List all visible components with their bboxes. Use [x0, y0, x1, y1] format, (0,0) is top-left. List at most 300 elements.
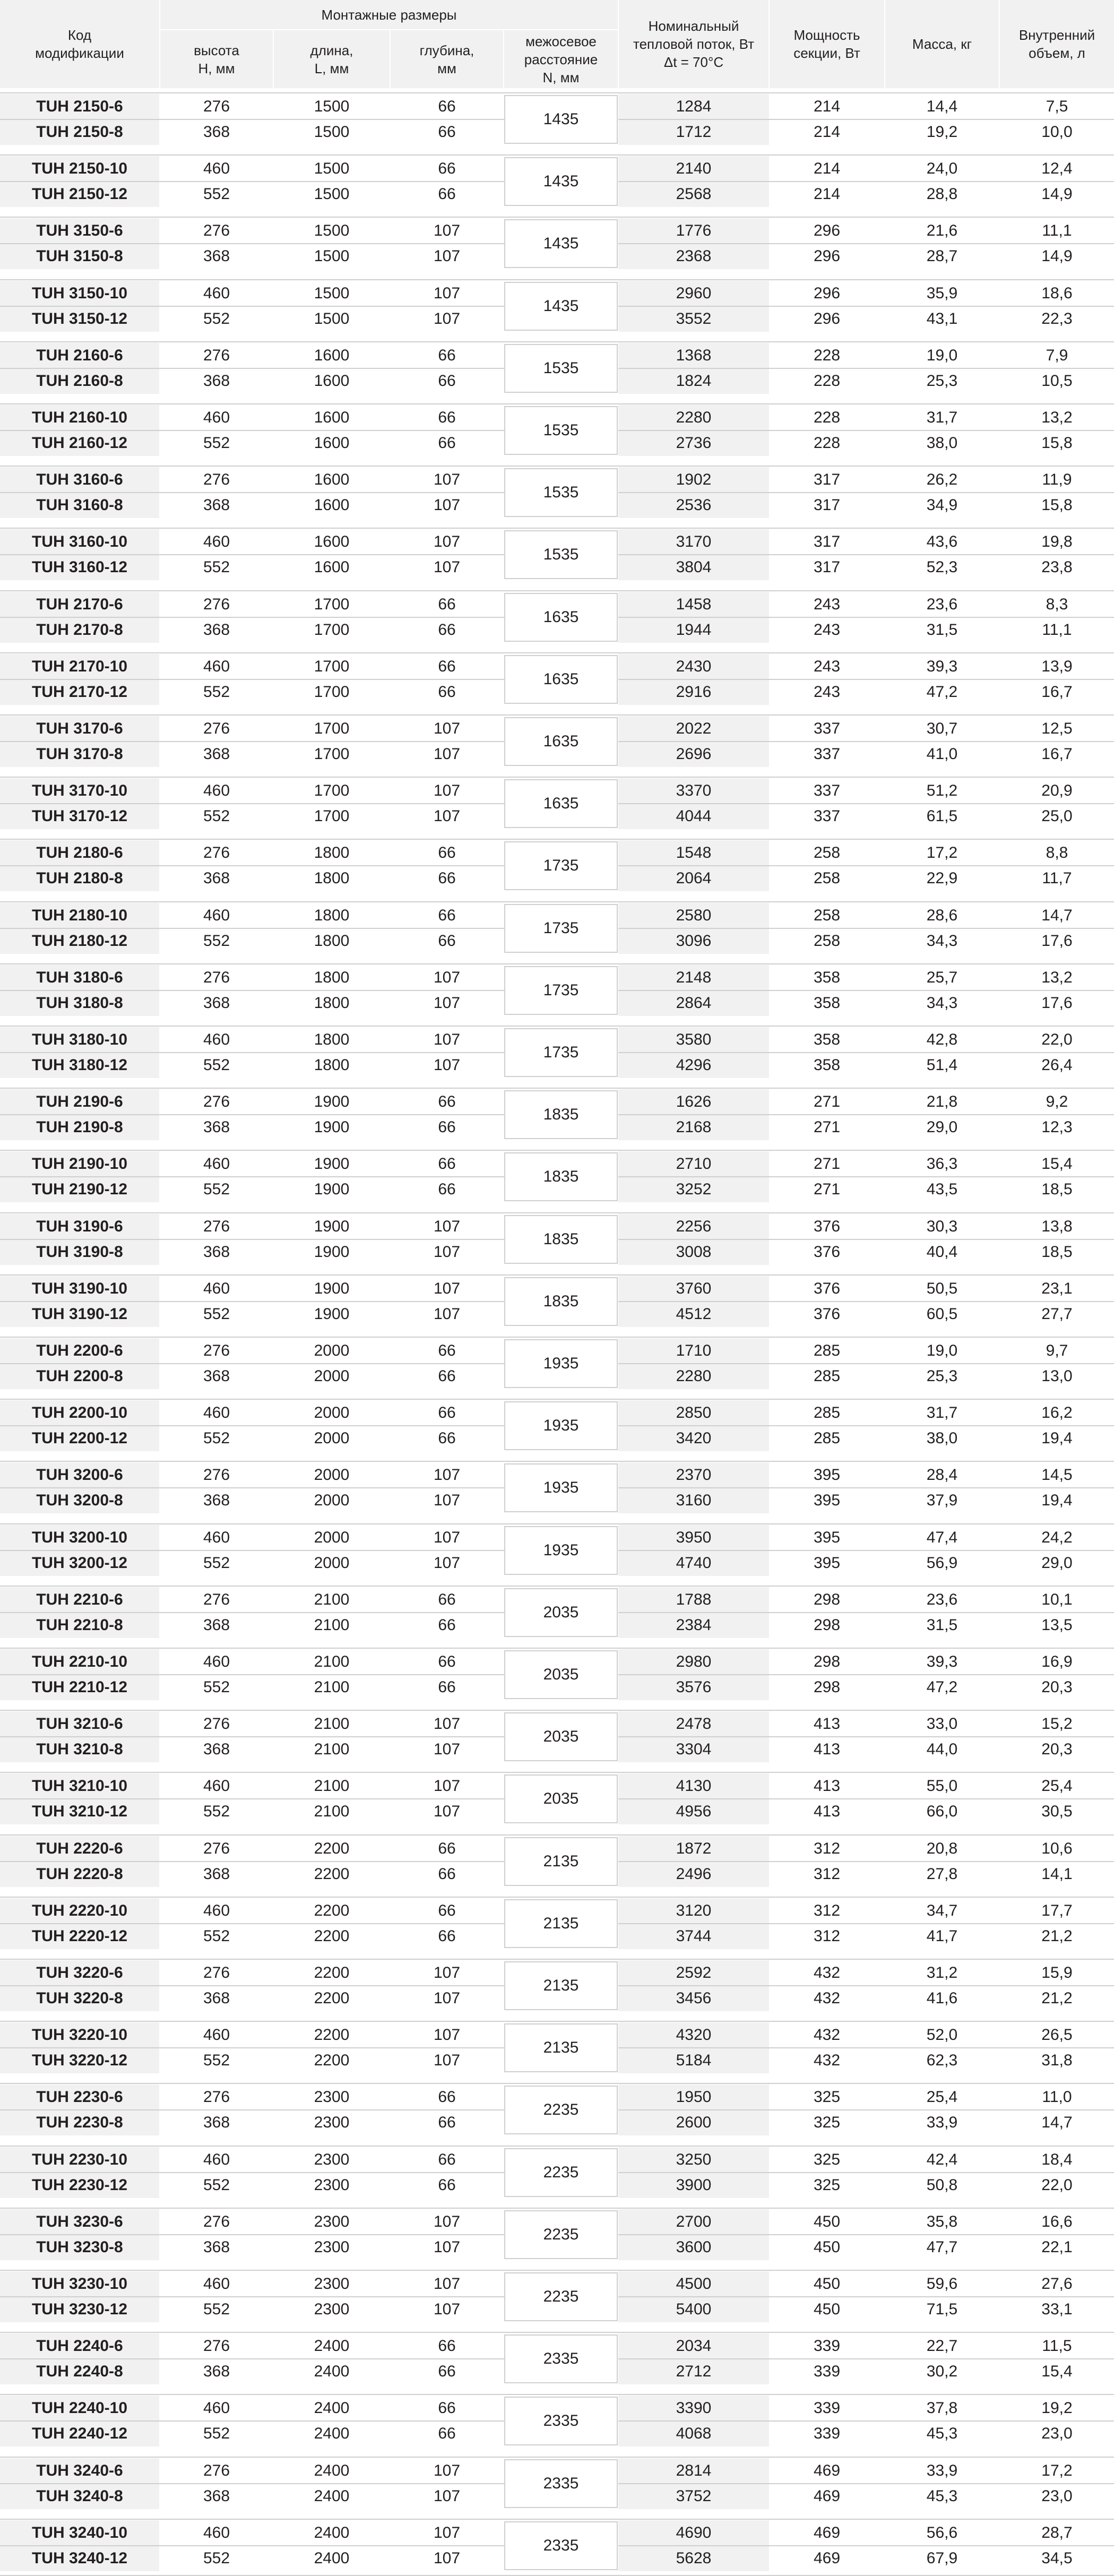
- volume-cell: 17,7: [1041, 1901, 1073, 1919]
- length-cell: 2100: [314, 1741, 350, 1759]
- mass-cell: 17,2: [926, 844, 958, 862]
- row-separator: [0, 92, 1114, 93]
- axis-spacing-cell: 2035: [504, 1712, 618, 1761]
- model-code: TUH 2180-10: [31, 906, 128, 924]
- depth-cell: 107: [433, 1217, 461, 1235]
- axis-spacing-cell: 1935: [504, 1401, 618, 1450]
- volume-cell: 8,3: [1046, 595, 1068, 613]
- model-code: TUH 3200-12: [31, 1554, 128, 1572]
- height-cell: 368: [203, 1367, 230, 1385]
- mass-cell: 25,3: [926, 372, 958, 390]
- volume-cell: 19,4: [1041, 1429, 1073, 1448]
- mass-cell: 67,9: [926, 2549, 958, 2567]
- row-separator: [0, 2208, 1114, 2209]
- mass-cell: 24,0: [926, 160, 958, 178]
- depth-cell: 66: [438, 1181, 456, 1199]
- depth-cell: 66: [438, 683, 456, 701]
- height-cell: 276: [203, 720, 230, 737]
- depth-cell: 66: [438, 434, 456, 452]
- model-code: TUH 2160-8: [36, 372, 123, 390]
- length-cell: 1800: [314, 844, 350, 862]
- section-power-cell: 450: [813, 2301, 841, 2318]
- row-separator: [0, 901, 1114, 902]
- model-code: TUH 3240-10: [31, 2523, 128, 2541]
- height-cell: 552: [203, 932, 230, 950]
- height-cell: 276: [203, 1342, 230, 1359]
- length-cell: 1600: [314, 558, 350, 576]
- length-cell: 1800: [314, 968, 350, 986]
- volume-cell: 11,0: [1042, 2088, 1072, 2106]
- height-cell: 276: [203, 595, 230, 613]
- length-cell: 2300: [314, 2212, 350, 2230]
- model-code: TUH 3180-8: [36, 994, 123, 1012]
- length-cell: 1500: [314, 309, 350, 328]
- height-cell: 276: [203, 2461, 230, 2479]
- header-axis-spacing: межосевое расстояние N, мм: [504, 30, 618, 88]
- heat-flow-cell: 3950: [676, 1528, 712, 1546]
- section-power-cell: 243: [813, 595, 841, 613]
- axis-spacing-cell: 1635: [504, 655, 618, 704]
- mass-cell: 47,4: [926, 1528, 958, 1546]
- depth-cell: 66: [438, 372, 456, 390]
- heat-flow-cell: 1776: [676, 222, 712, 240]
- height-cell: 460: [203, 2026, 230, 2044]
- length-cell: 2100: [314, 1653, 350, 1670]
- heat-flow-cell: 3252: [676, 1181, 712, 1199]
- depth-cell: 107: [433, 1554, 461, 1572]
- depth-cell: 107: [433, 2052, 461, 2070]
- row-separator: [0, 2394, 1114, 2395]
- depth-cell: 107: [433, 994, 461, 1012]
- depth-cell: 66: [438, 1653, 456, 1670]
- length-cell: 1600: [314, 471, 350, 489]
- mass-cell: 35,8: [926, 2212, 958, 2230]
- height-cell: 552: [203, 309, 230, 328]
- axis-spacing-cell: 1635: [504, 779, 618, 828]
- model-code: TUH 2210-8: [36, 1616, 123, 1634]
- depth-cell: 107: [433, 1279, 461, 1297]
- axis-spacing-cell: 1535: [504, 530, 618, 579]
- height-cell: 368: [203, 2114, 230, 2132]
- section-power-cell: 296: [813, 309, 841, 328]
- depth-cell: 66: [438, 1590, 456, 1608]
- depth-cell: 66: [438, 1865, 456, 1883]
- height-cell: 552: [203, 807, 230, 825]
- depth-cell: 107: [433, 1741, 461, 1759]
- length-cell: 2300: [314, 2114, 350, 2132]
- length-cell: 1600: [314, 346, 350, 364]
- volume-cell: 11,5: [1042, 2337, 1072, 2355]
- mass-cell: 31,2: [926, 1964, 958, 1981]
- depth-cell: 107: [433, 782, 461, 800]
- height-cell: 276: [203, 968, 230, 986]
- section-power-cell: 325: [813, 2176, 841, 2194]
- length-cell: 1700: [314, 807, 350, 825]
- mass-cell: 42,8: [926, 1031, 958, 1048]
- heat-flow-cell: 2168: [676, 1118, 712, 1136]
- section-power-cell: 469: [813, 2461, 841, 2479]
- length-cell: 1600: [314, 533, 350, 551]
- height-cell: 276: [203, 1217, 230, 1235]
- mass-cell: 37,8: [926, 2399, 958, 2417]
- height-cell: 276: [203, 1590, 230, 1608]
- mass-cell: 43,5: [926, 1181, 958, 1199]
- length-cell: 2000: [314, 1429, 350, 1448]
- row-separator: [0, 1212, 1114, 1213]
- mass-cell: 50,8: [926, 2176, 958, 2194]
- heat-flow-cell: 3390: [676, 2399, 712, 2417]
- height-cell: 552: [203, 2549, 230, 2567]
- model-code: TUH 2180-8: [36, 869, 123, 888]
- height-cell: 368: [203, 745, 230, 763]
- mass-cell: 20,8: [926, 1839, 958, 1857]
- model-code: TUH 3240-8: [36, 2487, 123, 2505]
- length-cell: 2400: [314, 2425, 350, 2443]
- height-cell: 276: [203, 1964, 230, 1981]
- height-cell: 276: [203, 346, 230, 364]
- length-cell: 1500: [314, 185, 350, 203]
- depth-cell: 107: [433, 2238, 461, 2256]
- depth-cell: 66: [438, 409, 456, 426]
- section-power-cell: 450: [813, 2275, 841, 2293]
- section-power-cell: 243: [813, 683, 841, 701]
- model-code: TUH 3150-6: [36, 222, 123, 240]
- model-code: TUH 2220-8: [36, 1865, 123, 1883]
- height-cell: 552: [203, 1305, 230, 1323]
- heat-flow-cell: 4044: [676, 807, 712, 825]
- depth-cell: 107: [433, 1528, 461, 1546]
- section-power-cell: 413: [813, 1803, 841, 1821]
- mass-cell: 29,0: [926, 1118, 958, 1136]
- section-power-cell: 325: [813, 2088, 841, 2106]
- height-cell: 276: [203, 1093, 230, 1111]
- height-cell: 276: [203, 1466, 230, 1484]
- length-cell: 2400: [314, 2399, 350, 2417]
- section-power-cell: 317: [813, 558, 841, 576]
- section-power-cell: 271: [813, 1181, 841, 1199]
- volume-cell: 11,7: [1042, 869, 1072, 888]
- row-separator: [0, 590, 1114, 591]
- section-power-cell: 325: [813, 2114, 841, 2132]
- length-cell: 2400: [314, 2337, 350, 2355]
- depth-cell: 107: [433, 968, 461, 986]
- section-power-cell: 376: [813, 1243, 841, 1261]
- volume-cell: 31,8: [1041, 2052, 1073, 2070]
- depth-cell: 107: [433, 1777, 461, 1795]
- heat-flow-cell: 2568: [676, 185, 712, 203]
- volume-cell: 23,0: [1041, 2425, 1073, 2443]
- model-code: TUH 3160-8: [36, 496, 123, 514]
- mass-cell: 34,3: [926, 994, 958, 1012]
- model-code: TUH 3150-12: [31, 309, 128, 328]
- mass-cell: 41,6: [926, 1989, 958, 2007]
- model-code: TUH 2170-8: [36, 621, 123, 639]
- length-cell: 1800: [314, 1056, 350, 1074]
- mass-cell: 61,5: [926, 807, 958, 825]
- section-power-cell: 317: [813, 533, 841, 551]
- depth-cell: 66: [438, 657, 456, 675]
- section-power-cell: 214: [813, 98, 841, 115]
- height-cell: 460: [203, 657, 230, 675]
- mass-cell: 19,0: [926, 346, 958, 364]
- axis-spacing-cell: 1835: [504, 1152, 618, 1201]
- volume-cell: 10,1: [1041, 1590, 1073, 1608]
- heat-flow-cell: 2916: [676, 683, 712, 701]
- volume-cell: 18,5: [1041, 1243, 1073, 1261]
- volume-cell: 11,1: [1042, 222, 1072, 240]
- row-separator: [0, 2457, 1114, 2458]
- model-code: TUH 2210-6: [36, 1590, 123, 1608]
- section-power-cell: 450: [813, 2212, 841, 2230]
- header-height: высота H, мм: [160, 30, 273, 88]
- section-power-cell: 312: [813, 1865, 841, 1883]
- length-cell: 2000: [314, 1528, 350, 1546]
- axis-spacing-cell: 2335: [504, 2334, 618, 2383]
- section-power-cell: 358: [813, 1031, 841, 1048]
- mass-cell: 31,5: [926, 1616, 958, 1634]
- volume-cell: 9,7: [1046, 1342, 1068, 1359]
- model-code: TUH 3200-8: [36, 1492, 123, 1510]
- section-power-cell: 214: [813, 160, 841, 178]
- height-cell: 368: [203, 2363, 230, 2381]
- volume-cell: 17,2: [1041, 2461, 1073, 2479]
- model-code: TUH 2220-12: [31, 1927, 128, 1945]
- mass-cell: 38,0: [926, 434, 958, 452]
- axis-spacing-cell: 2335: [504, 2459, 618, 2508]
- header-heat-flow: Номинальный тепловой поток, Вт Δt = 70°С: [619, 0, 768, 88]
- length-cell: 2200: [314, 1927, 350, 1945]
- volume-cell: 19,4: [1041, 1492, 1073, 1510]
- axis-spacing-cell: 2335: [504, 2397, 618, 2445]
- model-code: TUH 3160-6: [36, 471, 123, 489]
- volume-cell: 23,8: [1041, 558, 1073, 576]
- length-cell: 1900: [314, 1093, 350, 1111]
- volume-cell: 27,6: [1041, 2275, 1073, 2293]
- heat-flow-cell: 5628: [676, 2549, 712, 2567]
- length-cell: 1800: [314, 906, 350, 924]
- depth-cell: 107: [433, 1056, 461, 1074]
- mass-cell: 30,7: [926, 720, 958, 737]
- heat-flow-cell: 2696: [676, 745, 712, 763]
- heat-flow-cell: 1824: [676, 372, 712, 390]
- height-cell: 276: [203, 1715, 230, 1733]
- heat-flow-cell: 2064: [676, 869, 712, 888]
- height-cell: 552: [203, 558, 230, 576]
- height-cell: 368: [203, 1741, 230, 1759]
- mass-cell: 40,4: [926, 1243, 958, 1261]
- mass-cell: 21,6: [926, 222, 958, 240]
- model-code: TUH 3150-8: [36, 247, 123, 265]
- heat-flow-cell: 4130: [676, 1777, 712, 1795]
- mass-cell: 28,8: [926, 185, 958, 203]
- heat-flow-cell: 1902: [676, 471, 712, 489]
- heat-flow-cell: 3420: [676, 1429, 712, 1448]
- volume-cell: 13,5: [1041, 1616, 1073, 1634]
- volume-cell: 22,1: [1041, 2238, 1073, 2256]
- model-code: TUH 2190-12: [31, 1181, 128, 1199]
- volume-cell: 28,7: [1041, 2523, 1073, 2541]
- heat-flow-cell: 2864: [676, 994, 712, 1012]
- heat-flow-cell: 2580: [676, 906, 712, 924]
- model-code: TUH 3200-10: [31, 1528, 128, 1546]
- model-code: TUH 2150-6: [36, 98, 123, 115]
- volume-cell: 18,5: [1041, 1181, 1073, 1199]
- length-cell: 2300: [314, 2088, 350, 2106]
- mass-cell: 33,0: [926, 1715, 958, 1733]
- row-separator: [0, 1026, 1114, 1027]
- volume-cell: 13,9: [1041, 657, 1073, 675]
- model-code: TUH 3240-6: [36, 2461, 123, 2479]
- axis-spacing-cell: 1735: [504, 1028, 618, 1077]
- volume-cell: 13,2: [1041, 409, 1073, 426]
- section-power-cell: 271: [813, 1093, 841, 1111]
- length-cell: 1600: [314, 434, 350, 452]
- mass-cell: 28,7: [926, 247, 958, 265]
- depth-cell: 66: [438, 2150, 456, 2168]
- depth-cell: 107: [433, 1031, 461, 1048]
- depth-cell: 107: [433, 1803, 461, 1821]
- row-separator: [0, 466, 1114, 467]
- height-cell: 460: [203, 2275, 230, 2293]
- mass-cell: 47,2: [926, 1678, 958, 1696]
- mass-cell: 33,9: [926, 2114, 958, 2132]
- heat-flow-cell: 2478: [676, 1715, 712, 1733]
- heat-flow-cell: 2814: [676, 2461, 712, 2479]
- length-cell: 1700: [314, 595, 350, 613]
- length-cell: 1700: [314, 720, 350, 737]
- height-cell: 276: [203, 471, 230, 489]
- depth-cell: 66: [438, 906, 456, 924]
- height-cell: 460: [203, 1404, 230, 1422]
- heat-flow-cell: 4512: [676, 1305, 712, 1323]
- mass-cell: 23,6: [926, 595, 958, 613]
- volume-cell: 17,6: [1041, 932, 1073, 950]
- volume-cell: 18,4: [1041, 2150, 1073, 2168]
- section-power-cell: 228: [813, 346, 841, 364]
- heat-flow-cell: 1710: [676, 1342, 712, 1359]
- axis-spacing-cell: 2235: [504, 2272, 618, 2321]
- length-cell: 2200: [314, 1839, 350, 1857]
- axis-spacing-cell: 2135: [504, 1899, 618, 1948]
- height-cell: 460: [203, 1901, 230, 1919]
- model-code: TUH 2170-6: [36, 595, 123, 613]
- mass-cell: 60,5: [926, 1305, 958, 1323]
- row-separator: [0, 341, 1114, 342]
- heat-flow-cell: 2148: [676, 968, 712, 986]
- axis-spacing-cell: 1735: [504, 904, 618, 953]
- height-cell: 552: [203, 2301, 230, 2318]
- mass-cell: 47,7: [926, 2238, 958, 2256]
- height-cell: 552: [203, 1056, 230, 1074]
- depth-cell: 107: [433, 2461, 461, 2479]
- section-power-cell: 413: [813, 1715, 841, 1733]
- length-cell: 1600: [314, 409, 350, 426]
- heat-flow-cell: 2960: [676, 284, 712, 302]
- volume-cell: 19,2: [1041, 2399, 1073, 2417]
- length-cell: 2000: [314, 1466, 350, 1484]
- row-separator: [0, 839, 1114, 840]
- depth-cell: 66: [438, 98, 456, 115]
- depth-cell: 66: [438, 2176, 456, 2194]
- row-separator: [0, 1337, 1114, 1338]
- height-cell: 368: [203, 123, 230, 141]
- length-cell: 1900: [314, 1305, 350, 1323]
- heat-flow-cell: 3552: [676, 309, 712, 328]
- volume-cell: 15,8: [1041, 496, 1073, 514]
- depth-cell: 107: [433, 2549, 461, 2567]
- section-power-cell: 432: [813, 1989, 841, 2007]
- mass-cell: 41,7: [926, 1927, 958, 1945]
- depth-cell: 107: [433, 533, 461, 551]
- axis-spacing-cell: 1535: [504, 406, 618, 455]
- heat-flow-cell: 2384: [676, 1616, 712, 1634]
- heat-flow-cell: 1284: [676, 98, 712, 115]
- length-cell: 1900: [314, 1118, 350, 1136]
- section-power-cell: 312: [813, 1901, 841, 1919]
- depth-cell: 66: [438, 1678, 456, 1696]
- model-code: TUH 3170-12: [31, 807, 128, 825]
- section-power-cell: 469: [813, 2549, 841, 2567]
- length-cell: 2000: [314, 1554, 350, 1572]
- mass-cell: 66,0: [926, 1803, 958, 1821]
- axis-spacing-cell: 1435: [504, 157, 618, 206]
- model-code: TUH 2180-6: [36, 844, 123, 862]
- model-code: TUH 3190-6: [36, 1217, 123, 1235]
- mass-cell: 50,5: [926, 1279, 958, 1297]
- length-cell: 2400: [314, 2363, 350, 2381]
- height-cell: 276: [203, 2212, 230, 2230]
- volume-cell: 16,6: [1041, 2212, 1073, 2230]
- heat-flow-cell: 3580: [676, 1031, 712, 1048]
- volume-cell: 22,3: [1041, 309, 1073, 328]
- model-code: TUH 3170-10: [31, 782, 128, 800]
- depth-cell: 66: [438, 2399, 456, 2417]
- length-cell: 1700: [314, 782, 350, 800]
- depth-cell: 66: [438, 346, 456, 364]
- volume-cell: 18,6: [1041, 284, 1073, 302]
- model-code: TUH 2240-12: [31, 2425, 128, 2443]
- axis-spacing-cell: 1535: [504, 468, 618, 517]
- model-code: TUH 3180-10: [31, 1031, 128, 1048]
- model-code: TUH 2200-10: [31, 1404, 128, 1422]
- height-cell: 460: [203, 2399, 230, 2417]
- height-cell: 552: [203, 2176, 230, 2194]
- length-cell: 1700: [314, 621, 350, 639]
- depth-cell: 66: [438, 1901, 456, 1919]
- mass-cell: 19,0: [926, 1342, 958, 1359]
- axis-spacing-cell: 2035: [504, 1774, 618, 1823]
- mass-cell: 22,7: [926, 2337, 958, 2355]
- model-code: TUH 2150-8: [36, 123, 123, 141]
- row-separator: [0, 403, 1114, 404]
- volume-cell: 13,8: [1041, 1217, 1073, 1235]
- depth-cell: 66: [438, 123, 456, 141]
- length-cell: 2200: [314, 2052, 350, 2070]
- heat-flow-cell: 1626: [676, 1093, 712, 1111]
- axis-spacing-cell: 2235: [504, 2148, 618, 2197]
- axis-spacing-cell: 2035: [504, 1650, 618, 1699]
- depth-cell: 66: [438, 844, 456, 862]
- length-cell: 2200: [314, 1964, 350, 1981]
- mass-cell: 52,3: [926, 558, 958, 576]
- model-code: TUH 3220-8: [36, 1989, 123, 2007]
- length-cell: 2100: [314, 1590, 350, 1608]
- depth-cell: 107: [433, 558, 461, 576]
- header-depth: глубина, мм: [391, 30, 503, 88]
- model-code: TUH 3230-10: [31, 2275, 128, 2293]
- axis-spacing-cell: 2135: [504, 1837, 618, 1886]
- volume-cell: 16,7: [1041, 683, 1073, 701]
